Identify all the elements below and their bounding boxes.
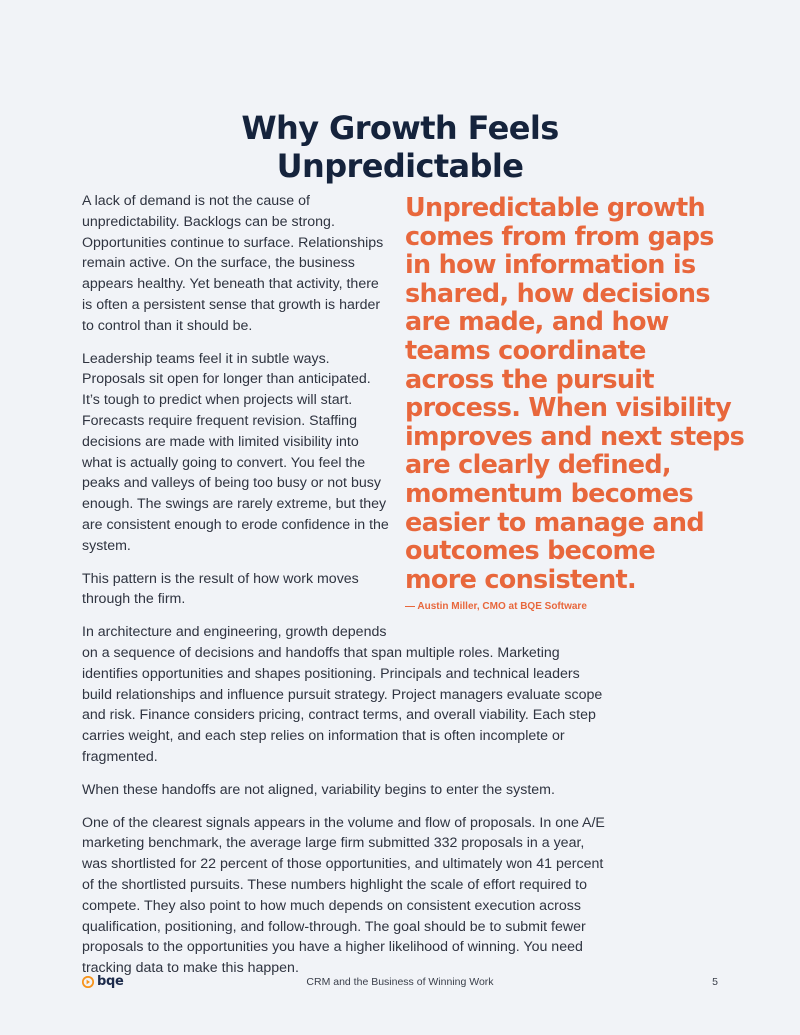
pull-quote-line: in how information is — [405, 250, 696, 281]
page-title — [100, 109, 700, 185]
body-paragraph: A lack of demand is not the cause of unpredictability. Backlogs can be strong. Opportunities continue to surface. Relationships remain active. On the surface, the business appears healthy. Yet beneath that activity, there is often a persistent sense that growth is harder to control than it should be. — [82, 193, 384, 334]
body-paragraph: This pattern is the result of how work moves through the firm. — [82, 570, 359, 608]
pull-quote-line: process. When visibility — [405, 393, 732, 424]
pull-quote-line: are clearly defined, — [405, 450, 671, 481]
pull-quote-line: across the pursuit — [405, 364, 654, 395]
page-title-line: Unpredictable — [276, 147, 524, 186]
pull-quote-line: outcomes become — [405, 536, 655, 567]
pull-quote-line: comes from from gaps — [405, 221, 714, 252]
pull-quote-line: improves and next steps — [405, 421, 745, 452]
footer-document-title: CRM and the Business of Winning Work — [306, 976, 494, 988]
body-paragraph: Leadership teams feel it in subtle ways. Proposals sit open for longer than anticipated. It’s tough to predict when projects will start. Forecasts require frequent revision. Staffing decisions are made with limited visibility into what is actually going to convert. You feel the peaks and valleys of being too busy or not busy enough. The swings are rarely extreme, but they are consistent enough to erode confidence in the system. — [82, 350, 389, 554]
pull-quote-line: more consistent. — [405, 564, 637, 595]
pull-quote-line: Unpredictable growth — [405, 193, 705, 223]
bqe-logo-icon — [82, 976, 94, 988]
body-paragraph: In architecture and engineering, growth depends on a sequence of decisions and handoffs that span multiple roles. Marketing identifies opportunities and shapes positioning. Principals and technical leaders build relationships and influence pursuit strategy. Project managers evaluate scope and risk. Finance considers pricing, contract terms, and overall viability. Each step carries weight, and each step relies on information that is often incomplete or fragmented. — [82, 624, 603, 765]
body-paragraph: One of the clearest signals appears in the volume and flow of proposals. In one A/E marketing benchmark, the average large firm submitted 332 proposals in a year, was shortlisted for 22 percent of those opportunities, and ultimately won 41 percent of the shortlisted pursuits. These numbers highlight the scale of effort required to compete. They also point to how much depends on consistent execution across qualification, positioning, and follow-through. The goal should be to submit fewer proposals to the opportunities you have a higher likelihood of winning. You need tracking data to make this happen. — [82, 814, 605, 977]
pull-quote-attribution: — Austin Miller, CMO at BQE Software — [405, 601, 587, 613]
body-paragraph: When these handoffs are not aligned, variability begins to enter the system. — [82, 781, 555, 798]
pull-quote-line: are made, and how — [405, 307, 669, 338]
pull-quote-line: momentum becomes — [405, 478, 693, 509]
logo-text: bqe — [97, 974, 124, 989]
pull-quote-line: shared, how decisions — [405, 278, 710, 309]
page-footer — [0, 972, 800, 994]
pull-quote-text — [405, 193, 745, 595]
pull-quote-line: easier to manage and — [405, 507, 704, 538]
page-title-line: Why Growth Feels — [241, 109, 559, 148]
page-number: 5 — [712, 976, 718, 988]
pull-quote-line: teams coordinate — [405, 335, 646, 366]
bqe-logo — [82, 974, 124, 989]
pull-quote — [405, 193, 745, 613]
